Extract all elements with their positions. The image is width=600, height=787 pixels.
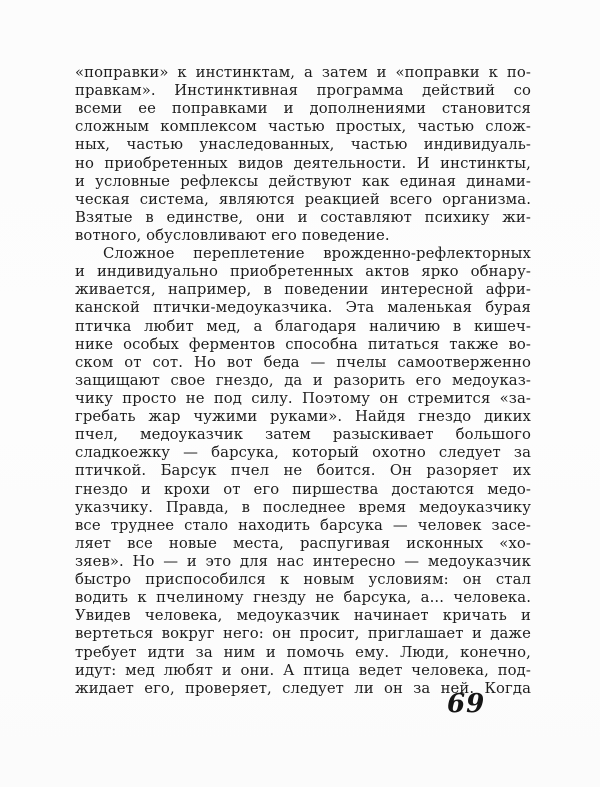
page-number: 69 <box>447 689 486 719</box>
text-line: и индивидуально приобретенных актов ярко обнару- <box>75 263 531 281</box>
text-line: птичка любит мед, а благодаря наличию в кишеч- <box>75 317 531 335</box>
text-line: быстро приспособился к новым условиям: он стал <box>75 571 531 589</box>
text-line: сладкоежку — барсука, который охотно следует за <box>75 444 531 462</box>
text-line: вотного, обусловливают его поведение. <box>75 226 390 244</box>
text-line: идут: мед любят и они. А птица ведет человека, под- <box>75 661 531 679</box>
text-line: ческая система, являются реакцией всего организма. <box>75 190 531 208</box>
text-line: пчел, медоуказчик затем разыскивает большого <box>75 426 531 444</box>
text-line: но приобретенных видов деятельности. И инстинкты, <box>75 154 531 172</box>
text-line: водить к пчелиному гнезду не барсука, а... человека. <box>75 589 531 607</box>
text-line: нике особых ферментов способна питаться также во- <box>75 335 531 353</box>
text-line: Взятые в единстве, они и составляют психику жи- <box>75 208 531 226</box>
text-line: правкам». Инстинктивная программа действий со <box>75 82 531 100</box>
text-line: гнездо и крохи от его пиршества достаются медо- <box>75 480 531 498</box>
text-line: ском от сот. Но вот беда — пчелы самоотверженно <box>75 353 531 371</box>
text-line: «поправки» к инстинктам, а затем и «поправки к по- <box>75 64 531 81</box>
text-line: ных, частью унаследованных, частью индивидуаль- <box>75 136 531 154</box>
text-line: чику просто не под силу. Поэтому он стремится «за- <box>75 389 531 407</box>
text-line: канской птички-медоуказчика. Эта маленькая бурая <box>75 299 531 317</box>
text-line: всеми ее поправками и дополнениями становится <box>75 100 531 118</box>
text-line: зяев». Но — и это для нас интересно — медоуказчик <box>75 552 531 570</box>
text-line: живается, например, в поведении интересной афри- <box>75 281 531 299</box>
body-text <box>75 64 531 698</box>
text-line: жидает его, проверяет, следует ли он за ней. Когда <box>75 679 531 697</box>
text-line: вертеться вокруг него: он просит, приглашает и даже <box>75 625 531 643</box>
text-line: требует идти за ним и помочь ему. Люди, конечно, <box>75 643 531 661</box>
text-line: все труднее стало находить барсука — человек засе- <box>75 516 531 534</box>
text-line: гребать жар чужими руками». Найдя гнездо диких <box>75 408 531 426</box>
text-line: указчику. Правда, в последнее время медоуказчику <box>75 498 531 516</box>
text-line: защищают свое гнездо, да и разорить его медоуказ- <box>75 371 531 389</box>
text-line: и условные рефлексы действуют как единая динами- <box>75 172 531 190</box>
text-line: Сложное переплетение врожденно-рефлекторных <box>103 245 531 263</box>
text-line: птичкой. Барсук пчел не боится. Он разоряет их <box>75 462 531 480</box>
text-line: сложным комплексом частью простых, частью слож- <box>75 118 531 136</box>
text-line: ляет все новые места, распугивая исконных «хо- <box>75 534 531 552</box>
text-line: Увидев человека, медоуказчик начинает кричать и <box>75 607 531 625</box>
